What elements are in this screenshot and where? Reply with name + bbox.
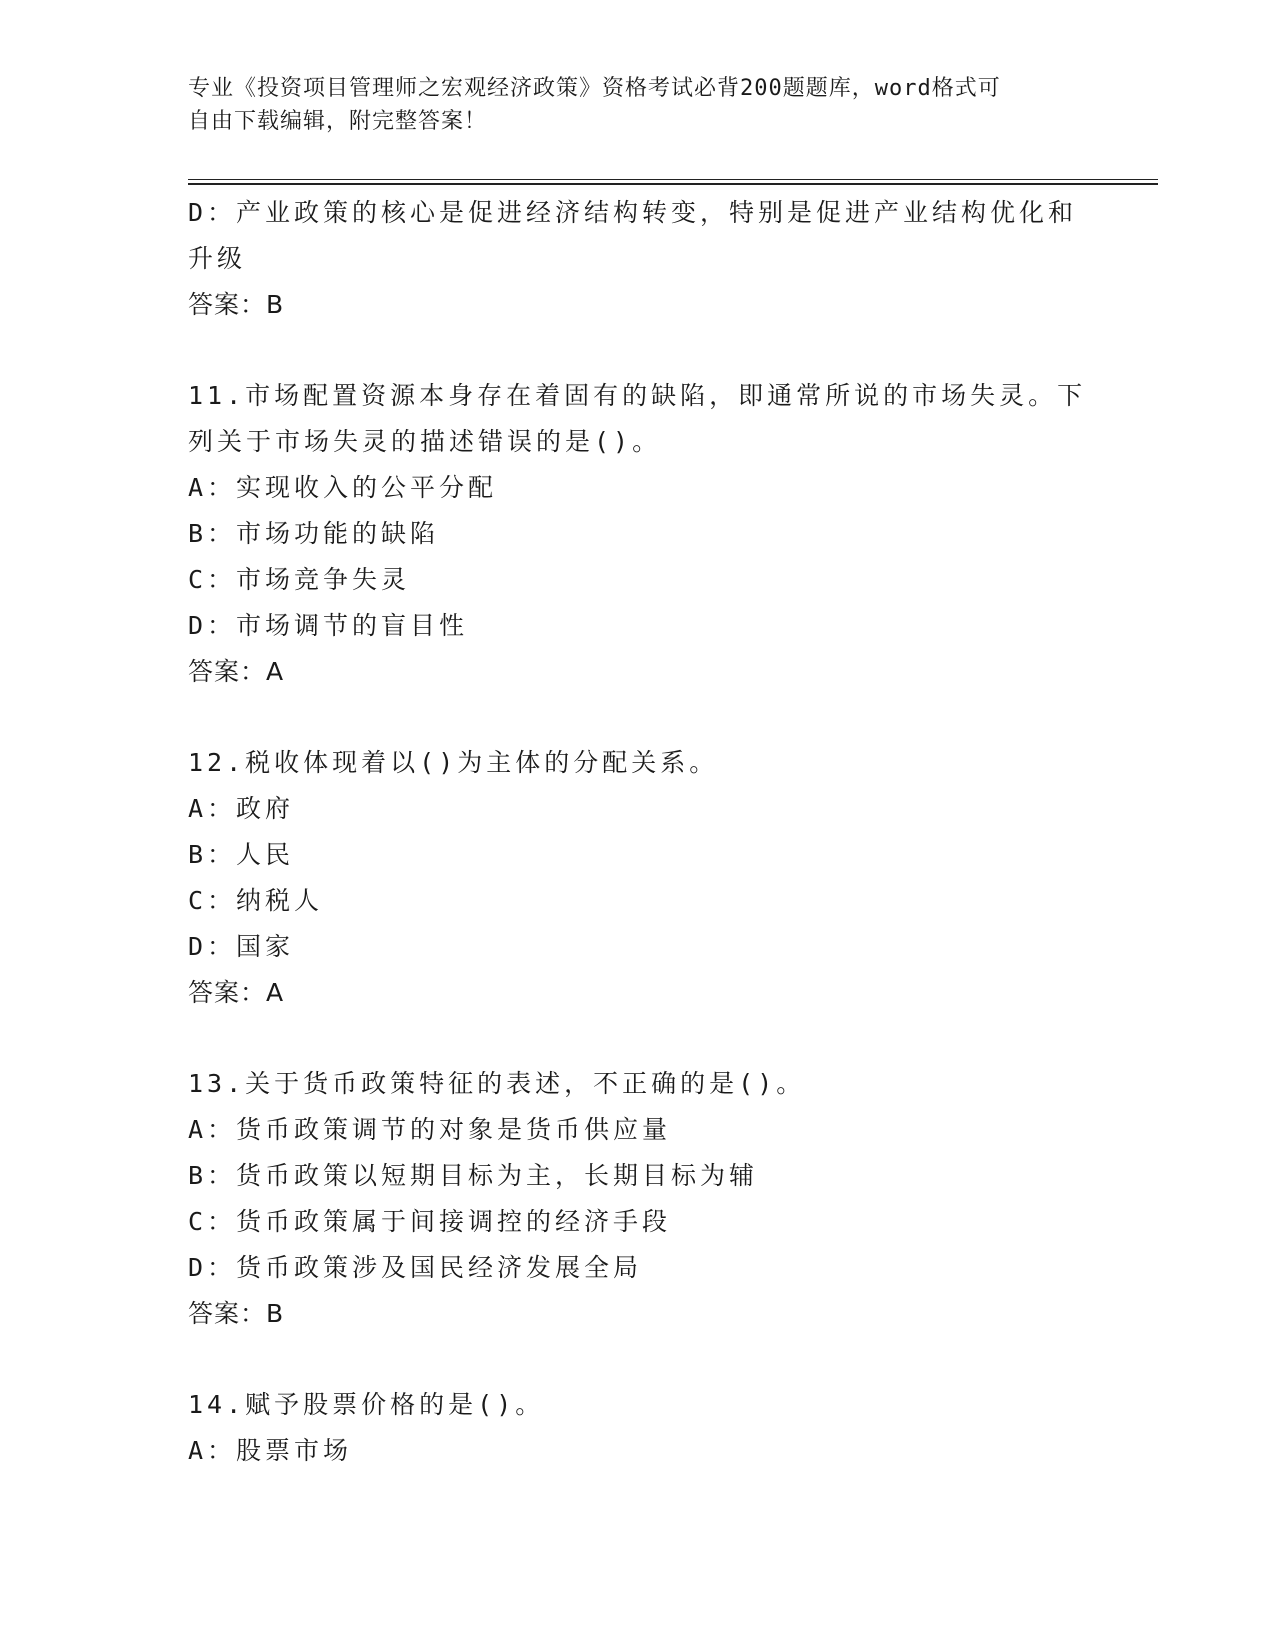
header-divider-thick [188, 183, 1158, 185]
answer-line: 答案：A [188, 657, 285, 686]
answer-line: 答案：A [188, 978, 285, 1007]
option-b: B：市场功能的缺陷 [188, 519, 440, 548]
option-d: D：国家 [188, 932, 295, 961]
question-13 [188, 1061, 1088, 1337]
option-a: A：政府 [188, 794, 295, 823]
option-c: C：货币政策属于间接调控的经济手段 [188, 1207, 672, 1236]
option-d: D：市场调节的盲目性 [188, 611, 469, 640]
previous-question-tail [188, 190, 1088, 328]
question-list [188, 190, 1088, 1474]
option-a: A：货币政策调节的对象是货币供应量 [188, 1115, 672, 1144]
question-14 [188, 1382, 1088, 1474]
option-b: B：人民 [188, 840, 295, 869]
header-divider-thin [188, 179, 1158, 180]
question-stem: 12.税收体现着以()为主体的分配关系。 [188, 748, 719, 777]
question-11 [188, 373, 1088, 695]
option-a: A：实现收入的公平分配 [188, 473, 498, 502]
question-12 [188, 740, 1088, 1016]
document-header [188, 72, 1068, 138]
answer-line: 答案：B [188, 290, 285, 319]
question-stem: 11.市场配置资源本身存在着固有的缺陷，即通常所说的市场失灵。下 [188, 381, 1087, 410]
option-b: B：货币政策以短期目标为主，长期目标为辅 [188, 1161, 759, 1190]
question-stem-continuation: 列关于市场失灵的描述错误的是()。 [188, 427, 662, 456]
option-d: D：货币政策涉及国民经济发展全局 [188, 1253, 643, 1282]
option-c: C：纳税人 [188, 886, 324, 915]
option-d-continuation: 升级 [188, 244, 247, 273]
option-d: D：产业政策的核心是促进经济结构转变，特别是促进产业结构优化和 [188, 198, 1078, 227]
option-a: A：股票市场 [188, 1436, 353, 1465]
question-stem: 13.关于货币政策特征的表述，不正确的是()。 [188, 1069, 806, 1098]
question-stem: 14.赋予股票价格的是()。 [188, 1390, 545, 1419]
header-line-2: 自由下载编辑，附完整答案！ [188, 109, 488, 134]
header-line-1: 专业《投资项目管理师之宏观经济政策》资格考试必背200题题库，word格式可 [188, 76, 1001, 101]
answer-line: 答案：B [188, 1299, 285, 1328]
option-c: C：市场竞争失灵 [188, 565, 411, 594]
